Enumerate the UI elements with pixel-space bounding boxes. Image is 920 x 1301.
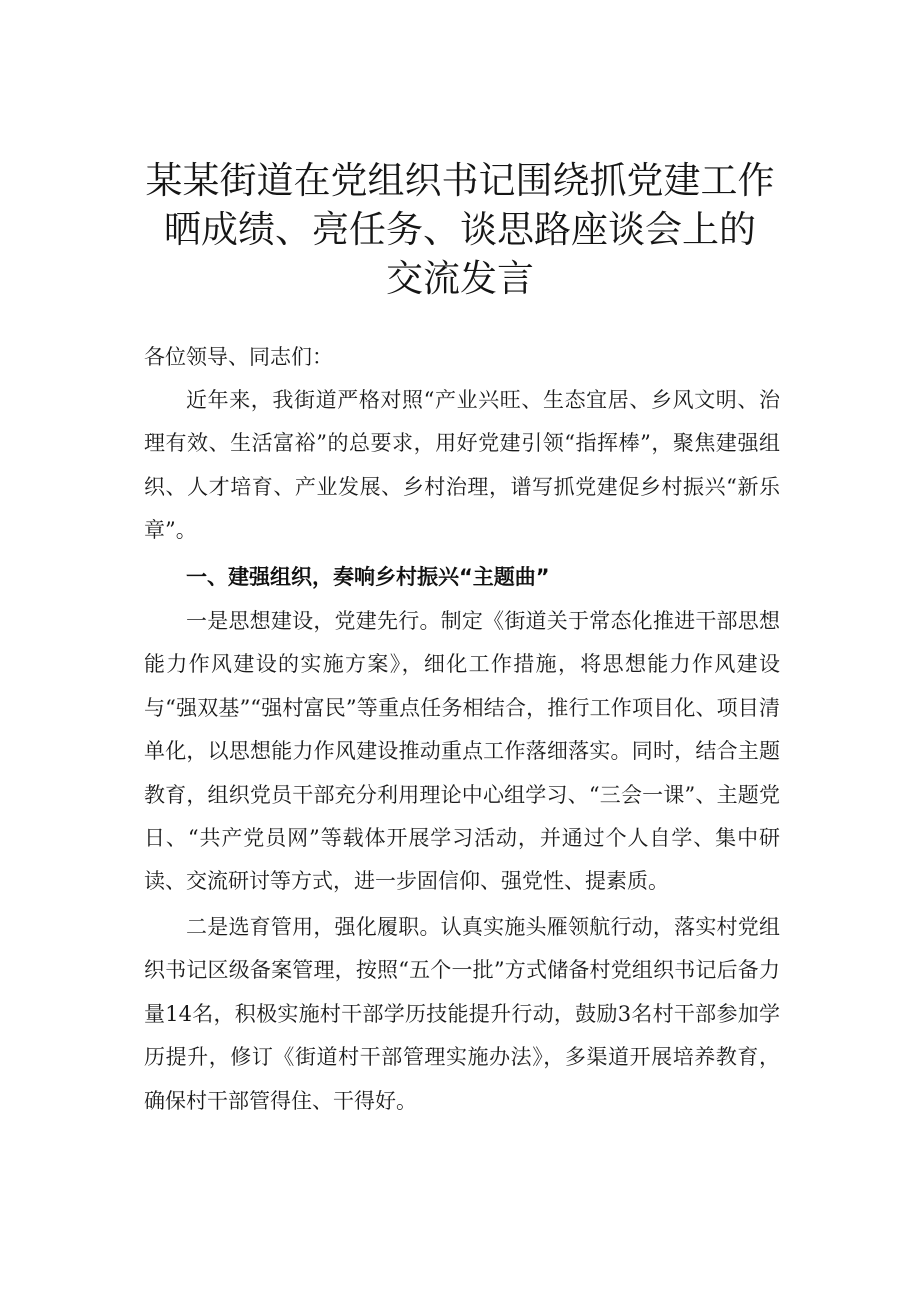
document-title xyxy=(100,156,820,303)
section-1-paragraph-1: 一是思想建设，党建先行。制定《街道关于常态化推进干部思想能力作风建设的实施方案》，细化工作措施，将思想能力作风建设与“强双基”“强村富民”等重点任务相结合，推行工作项目化、项目清单化，以思想能力作风建设推动重点工作落细落实。同时，结合主题教育，组织党员干部充分利用理论中心组学习、“三会一课”、主题党日、“共产党员网”等载体开展学习活动，并通过个人自学、集中研读、交流研讨等方式，进一步固信仰、强党性、提素质。 xyxy=(144,609,780,894)
intro-paragraph: 近年来，我街道严格对照“产业兴旺、生态宜居、乡风文明、治理有效、生活富裕”的总要求，用好党建引领“指挥棒”，聚焦建强组织、人才培育、产业发展、乡村治理，谱写抓党建促乡村振兴“新乐章”。 xyxy=(144,388,780,543)
section-heading-1: 一、建强组织，奏响乡村振兴“主题曲” xyxy=(186,565,550,589)
salutation: 各位领导、同志们： xyxy=(144,345,333,369)
title-line-2: 晒成绩、亮任务、谈思路座谈会上的 xyxy=(164,208,756,251)
title-line-3: 交流发言 xyxy=(386,257,534,300)
title-line-1: 某某街道在党组织书记围绕抓党建工作 xyxy=(145,159,775,202)
section-1-paragraph-2: 二是选育管用，强化履职。认真实施头雁领航行动，落实村党组织书记区级备案管理，按照“五个一批”方式储备村党组织书记后备力量14名，积极实施村干部学历技能提升行动，鼓励3名村干部参加学历提升，修订《街道村干部管理实施办法》，多渠道开展培养教育，确保村干部管得住、干得好。 xyxy=(144,915,780,1113)
